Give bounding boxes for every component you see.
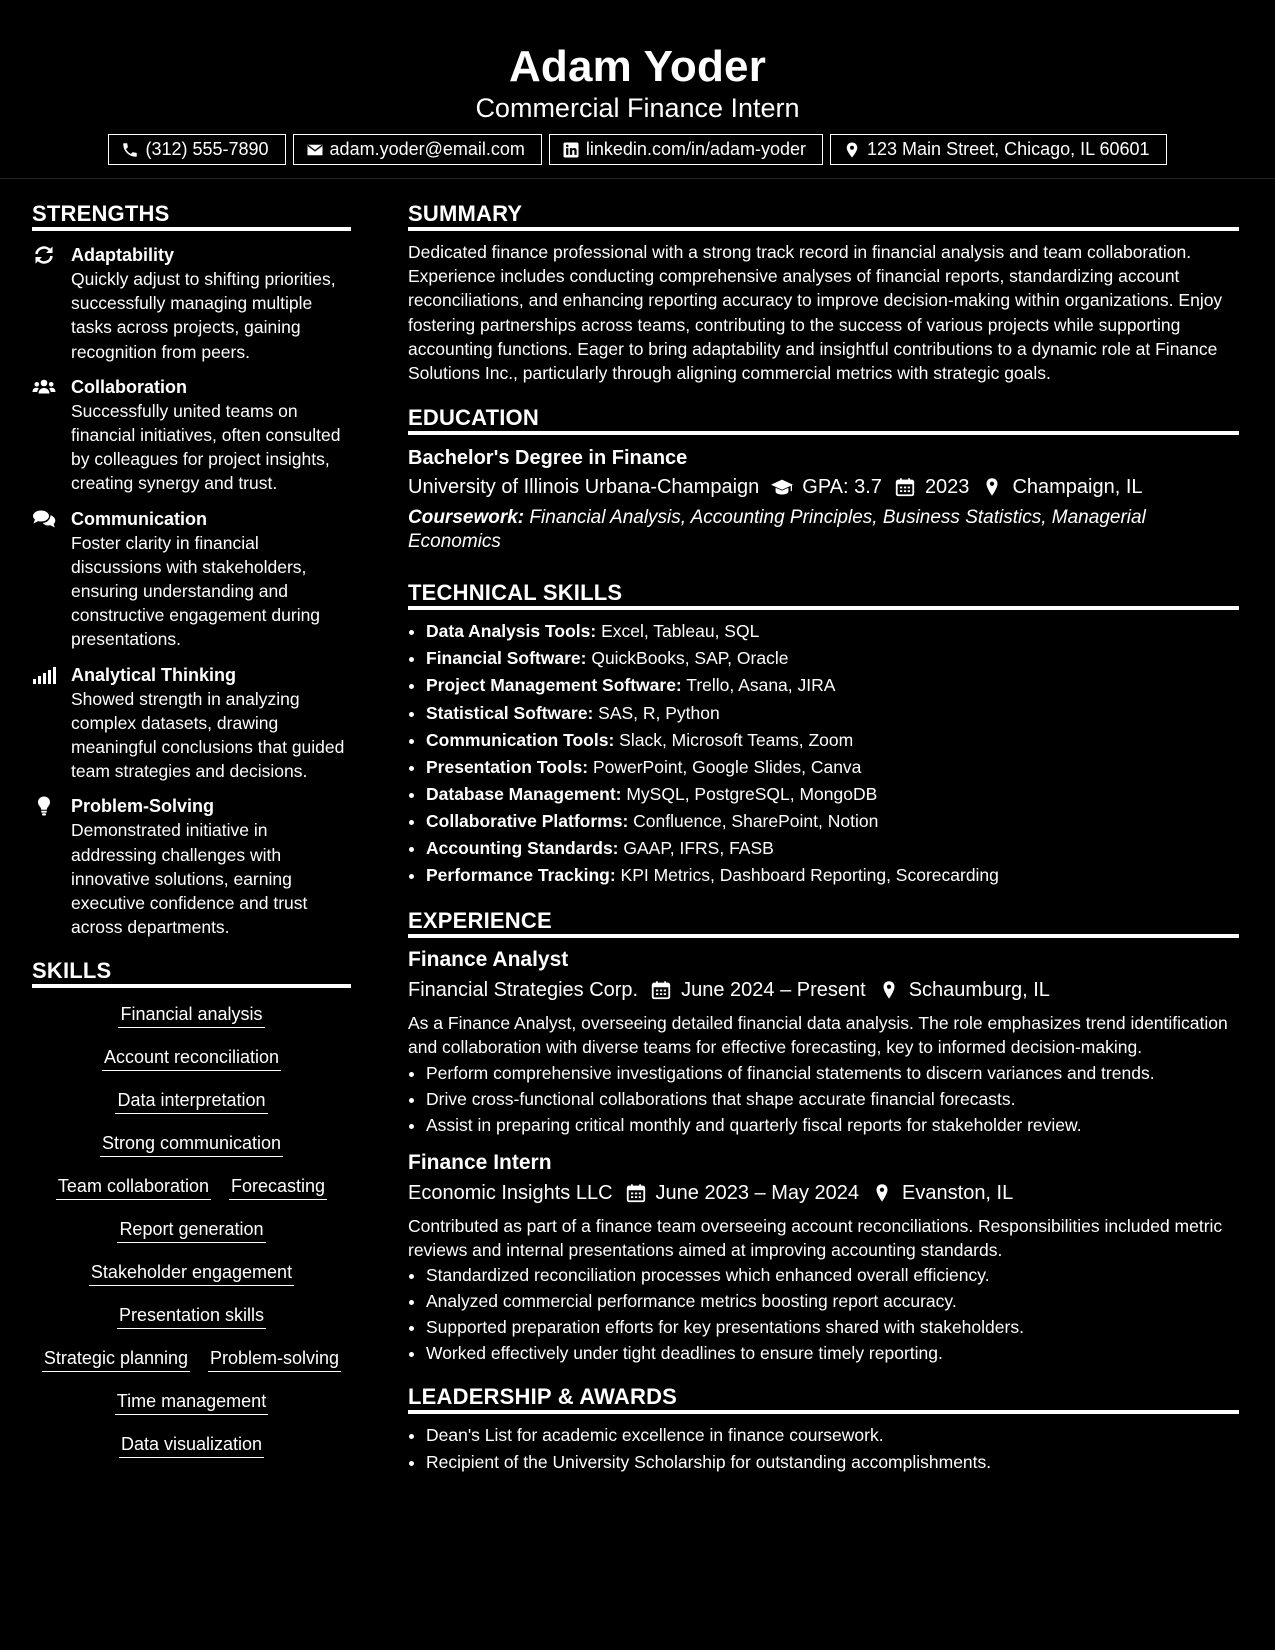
job-location: Evanston, IL [902,1181,1014,1204]
linkedin-icon [562,141,580,159]
education-heading: EDUCATION [408,400,1239,435]
job-meta [408,1178,1239,1208]
strength-item [32,663,351,784]
tech-skill-item [426,862,1239,889]
strength-item [32,243,351,364]
contact-address[interactable] [830,134,1167,165]
technical-skills-list [408,618,1239,889]
contact-address-text: 123 Main Street, Chicago, IL 60601 [867,139,1150,159]
resume-header [0,0,1275,179]
tech-skill-value: MySQL, PostgreSQL, MongoDB [626,783,878,804]
job-bullet: • Standardized reconciliation processes which enhanced overall efficiency. [426,1262,1239,1288]
job-meta [408,975,1239,1005]
users-icon [32,377,56,397]
strength-title: Communication [71,508,208,529]
education-coursework [408,506,1239,554]
skill-tag: Time management [115,1389,268,1415]
leadership-item: • Dean's List for academic excellence in finance coursework. [426,1422,1239,1449]
strength-title: Collaboration [71,376,187,397]
contact-email[interactable] [293,134,542,165]
lightbulb-icon [32,796,56,816]
job-company: Financial Strategies Corp. [408,979,639,1002]
summary-heading: SUMMARY [408,196,1239,231]
technical-skills-heading: TECHNICAL SKILLS [408,575,1239,610]
tech-skill-value: QuickBooks, SAP, Oracle [591,648,789,669]
job-bullet: • Supported preparation efforts for key presentations shared with stakeholders. [426,1314,1239,1340]
contact-phone[interactable] [108,134,285,165]
job-entry [408,1149,1239,1366]
tech-skill-item [426,727,1239,754]
strengths-heading: STRENGTHS [32,196,351,231]
envelope-icon [306,141,324,159]
tech-skill-label: Data Analysis Tools: [426,621,597,642]
education-school: University of Illinois Urbana-Champaign [408,476,760,499]
calendar-icon [894,477,916,497]
signal-bars-icon [32,665,56,685]
job-bullet: • Analyzed commercial performance metrics boosting report accuracy. [426,1288,1239,1314]
map-pin-icon [871,1183,893,1203]
contact-email-text: adam.yoder@email.com [329,139,525,159]
tech-skill-item [426,781,1239,808]
job-bullets [408,1060,1239,1138]
tech-skill-value: SAS, R, Python [598,702,720,723]
tech-skill-item [426,754,1239,781]
strength-desc: Foster clarity in financial discussions with stakeholders, ensuring understanding and constructive engagement during presentations. [71,532,321,650]
skill-tag: Team collaboration [56,1174,211,1200]
tech-skill-label: Performance Tracking: [426,865,616,886]
coursework-label: Coursework: [408,507,525,529]
summary-text: Dedicated finance professional with a strong track record in financial analysis and team collaboration. Experience includes conducting comprehensive analyses of financial reports, standardizing account reconciliations, and enhancing reporting accuracy to improve decision-making within organizations. Enjoy fostering partnerships across teams, contributing to the success of various projects while supporting accounting functions. Eager to bring adaptability and insightful contributions to a dynamic role at Finance Solutions Inc., particularly through aligning commercial metrics with strategic goals. [408,242,1223,384]
job-dates: June 2023 – May 2024 [655,1181,860,1204]
tech-skill-value: PowerPoint, Google Slides, Canva [592,756,862,777]
skill-tag: Stakeholder engagement [89,1260,294,1286]
strength-item [32,375,351,496]
coursework-text: Financial Analysis, Accounting Principles, Business Statistics, Managerial Economics [408,507,1146,553]
education-meta [408,472,1239,502]
skill-tag: Data visualization [119,1432,264,1458]
skill-tag: Presentation skills [117,1303,266,1329]
leadership-item: • Recipient of the University Scholarship for outstanding accomplishments. [426,1449,1239,1476]
job-bullet: • Drive cross-functional collaborations that shape accurate financial forecasts. [426,1086,1239,1112]
tech-skill-label: Statistical Software: [426,702,594,723]
contact-phone-text: (312) 555-7890 [145,139,269,159]
skills-heading: SKILLS [32,953,351,988]
strength-title: Problem-Solving [71,796,215,817]
education-location: Champaign, IL [1012,476,1143,499]
strength-desc: Demonstrated initiative in addressing challenges with innovative solutions, earning executive confidence and trust across departments. [71,820,308,938]
experience-heading: EXPERIENCE [408,903,1239,938]
strength-title: Analytical Thinking [71,664,237,685]
tech-skill-label: Database Management: [426,783,622,804]
job-company: Economic Insights LLC [408,1181,613,1204]
education-degree: Bachelor's Degree in Finance [408,447,688,470]
job-title: Finance Intern [408,1150,552,1174]
job-description: As a Finance Analyst, overseeing detailed financial data analysis. The role emphasizes trend identification and collaboration with diverse teams for effective forecasting, key to informed decision-making. [408,1013,1228,1058]
tech-skill-item [426,700,1239,727]
refresh-icon [32,245,56,265]
left-column [32,196,351,1458]
strength-desc: Showed strength in analyzing complex datasets, drawing meaningful conclusions that guided team strategies and decisions. [71,688,345,782]
leadership-heading: LEADERSHIP & AWARDS [408,1379,1239,1414]
skill-tag: Strong communication [100,1131,283,1157]
tech-skill-value: Confluence, SharePoint, Notion [633,810,879,831]
tech-skill-value: GAAP, IFRS, FASB [623,837,774,858]
comments-icon [32,509,56,529]
tech-skill-value: Excel, Tableau, SQL [601,621,760,642]
tech-skill-item [426,808,1239,835]
tech-skill-item [426,618,1239,645]
calendar-icon [650,980,672,1000]
graduation-cap-icon [771,477,793,497]
strength-desc: Quickly adjust to shifting priorities, successfully managing multiple tasks across projects, gaining recognition from peers. [71,269,336,362]
strength-item [32,507,351,652]
tech-skill-item [426,835,1239,862]
contact-bar [0,134,1275,165]
leadership-list [408,1422,1239,1476]
map-pin-icon [981,477,1003,497]
job-bullet: • Perform comprehensive investigations of financial statements to discern variances and trends. [426,1060,1239,1086]
skill-tag: Data interpretation [115,1088,267,1114]
skill-tag: Strategic planning [42,1346,190,1372]
skill-tag: Financial analysis [118,1002,264,1028]
tech-skill-label: Project Management Software: [426,675,682,696]
calendar-icon [625,1183,647,1203]
contact-linkedin[interactable] [549,134,823,165]
education-gpa: GPA: 3.7 [802,476,882,499]
strength-item [32,794,351,939]
education-year: 2023 [924,476,970,499]
job-title: Finance Analyst [408,948,569,972]
experience-list [408,946,1239,1366]
phone-icon [121,141,139,159]
tech-skill-value: Slack, Microsoft Teams, Zoom [619,729,854,750]
right-column [408,196,1239,1476]
job-entry [408,946,1239,1137]
candidate-role: Commercial Finance Intern [475,93,800,123]
job-description: Contributed as part of a finance team overseeing account reconciliations. Responsibilities included metric reviews and internal presentations aimed at improving accounting standards. [408,1215,1223,1260]
strengths-list [32,243,351,939]
map-pin-icon [878,980,900,1000]
tech-skill-value: KPI Metrics, Dashboard Reporting, Scorecarding [620,865,999,886]
contact-linkedin-text: linkedin.com/in/adam-yoder [585,139,807,159]
skills-tag-list [32,1002,351,1458]
job-bullet: • Assist in preparing critical monthly and quarterly fiscal reports for stakeholder review. [426,1112,1239,1138]
skill-tag: Report generation [117,1217,265,1243]
tech-skill-label: Presentation Tools: [426,756,589,777]
tech-skill-label: Communication Tools: [426,729,615,750]
job-location: Schaumburg, IL [908,979,1050,1002]
tech-skill-item [426,672,1239,699]
job-bullets [408,1262,1239,1366]
strength-desc: Successfully united teams on financial initiatives, often consulted by colleagues for project insights, creating synergy and trust. [71,400,341,494]
skill-tag: Account reconciliation [102,1045,281,1071]
tech-skill-label: Financial Software: [426,648,587,669]
strength-title: Adaptability [71,245,175,265]
tech-skill-label: Collaborative Platforms: [426,810,629,831]
skill-tag: Problem-solving [208,1346,341,1372]
map-pin-icon [843,141,861,159]
candidate-name: Adam Yoder [508,42,767,91]
job-dates: June 2024 – Present [681,979,866,1002]
tech-skill-item [426,645,1239,672]
job-bullet: • Worked effectively under tight deadlines to ensure timely reporting. [426,1340,1239,1366]
tech-skill-label: Accounting Standards: [426,837,619,858]
tech-skill-value: Trello, Asana, JIRA [686,675,836,696]
skill-tag: Forecasting [229,1174,327,1200]
